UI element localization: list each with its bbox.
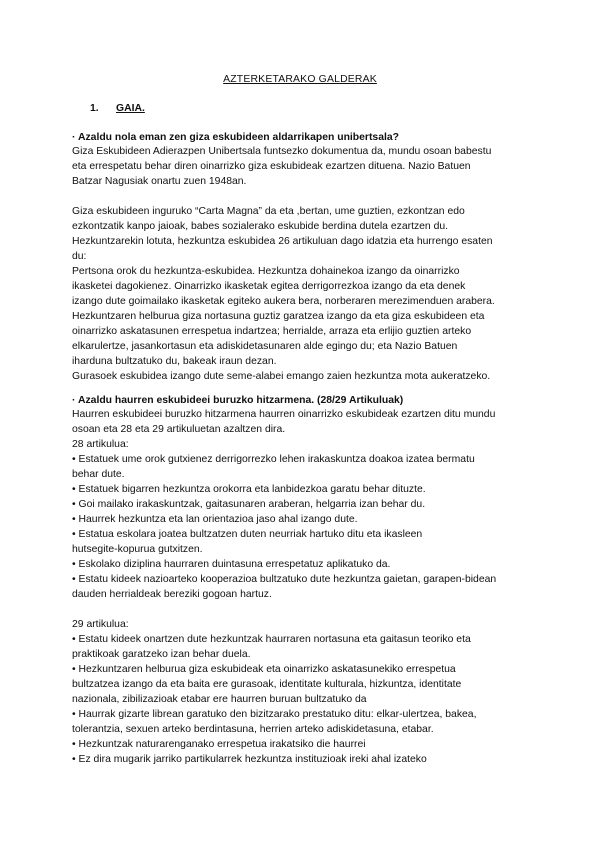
- bullet-line: dauden herrialdeak bereziki gogoan hartuz.: [72, 589, 272, 600]
- section-label: GAIA.: [116, 103, 145, 114]
- bullet-line: • Estatua eskolara joatea bultzatzen duten neurriak hartuko ditu eta ikasleen: [72, 529, 423, 540]
- bullet-line: nazionala, zibilizazioak etabar ere haurren buruan bultzatuko da: [72, 694, 367, 705]
- paragraph-line: Hezkuntzarekin lotuta, hezkuntza eskubidea 26 artikuluan dago idatzia eta hurrengo esaten: [72, 236, 493, 247]
- bullet-line: • Eskolako diziplina haurraren duintasuna errespetatuz aplikatuko da.: [72, 559, 391, 570]
- paragraph-line: osoan eta 28 eta 29 artikuluetan azaltzen dira.: [72, 424, 286, 435]
- paragraph-line: du:: [72, 251, 87, 262]
- paragraph-line: Giza Eskubideen Adierazpen Unibertsala funtsezko dokumentua da, mundu osoan babestu: [72, 146, 492, 157]
- document-title: AZTERKETARAKO GALDERAK: [223, 74, 377, 85]
- bullet-line: • Hezkuntzaren helburua giza eskubideak eta oinarrizko askatasunekiko errespetua: [72, 664, 456, 675]
- paragraph-line: oinarrizko askatasunen errespetua indartzea; herrialde, arraza eta erlijio guztien arteko: [72, 326, 472, 337]
- bullet-line: • Hezkuntzak naturarenganako errespetua irakatsiko die haurrei: [72, 739, 366, 750]
- bullet-line: • Estatu kideek onartzen dute hezkuntzak haurraren nortasuna eta gaitasun teoriko eta: [72, 634, 471, 645]
- bullet-line: • Goi mailako irakaskuntzak, gaitasunaren araberan, helgarria izan behar du.: [72, 499, 426, 510]
- paragraph-line: eta errespetatu behar diren oinarrizko giza eskubideak ezartzen dituena. Nazio Batuen: [72, 161, 471, 172]
- bullet-line: • Estatuek bigarren hezkuntza orokorra eta lanbidezkoa garatu behar dituzte.: [72, 484, 426, 495]
- bullet-line: tolerantzia, sexuen arteko berdintasuna, herrien arteko adiskidetasuna, etabar.: [72, 724, 434, 735]
- paragraph-line: Haurren eskubideei buruzko hitzarmena haurren oinarrizko eskubideak ezartzen ditu mundu: [72, 409, 496, 420]
- article-label: 29 artikulua:: [72, 619, 129, 630]
- paragraph-line: ezkontzatik kanpo jaioak, babes sozialerako eskubide berdina dutela ezartzen du.: [72, 221, 449, 232]
- section-number: 1.: [90, 103, 99, 114]
- paragraph-line: elkarulertze, jasankortasun eta adiskidetasunaren alde egingo du; eta Nazio Batuen: [72, 341, 458, 352]
- bullet-line: • Ez dira mugarik jarriko partikularrek hezkuntza instituzioak ireki ahal izateko: [72, 754, 427, 765]
- paragraph-line: Giza eskubideen inguruko “Carta Magna” da eta ,bertan, ume guztien, ezkontzan edo: [72, 206, 465, 217]
- question-2-heading: · Azaldu haurren eskubideei buruzko hitzarmena. (28/29 Artikuluak): [72, 395, 404, 406]
- paragraph-line: Pertsona orok du hezkuntza-eskubidea. Hezkuntza dohainekoa izango da oinarrizko: [72, 266, 460, 277]
- bullet-line: praktikoak garatzeko izan behar duela.: [72, 649, 251, 660]
- article-label: 28 artikulua:: [72, 439, 129, 450]
- paragraph-line: Gurasoek eskubidea izango dute seme-alabei emango zaien hezkuntza mota aukeratzeko.: [72, 371, 491, 382]
- bullet-line: bultzatzea izango da eta baita ere gurasoak, identitate kulturala, hizkuntza, identitate: [72, 679, 462, 690]
- section-heading: [90, 102, 145, 117]
- question-1-heading: · Azaldu nola eman zen giza eskubideen aldarrikapen unibertsala?: [72, 132, 400, 143]
- paragraph-line: Batzar Nagusiak onartu zuen 1948an.: [72, 176, 247, 187]
- bullet-line: behar dute.: [72, 469, 125, 480]
- paragraph-line: ikasketei dagokienez. Oinarrizko ikasketak egitea derrigorrezkoa izango da eta denek: [72, 281, 466, 292]
- bullet-line: • Haurrak gizarte librean garatuko den bizitzarako prestatuko ditu: elkar-ulertzea, bakea,: [72, 709, 477, 720]
- paragraph-line: izango dute goimailako ikasketak egiteko aukera bera, norberaren merezimenduen arabera.: [72, 296, 495, 307]
- bullet-line: • Haurrek hezkuntza eta lan orientazioa jaso ahal izango dute.: [72, 514, 358, 525]
- bullet-line: hutsegite-kopurua gutxitzen.: [72, 544, 203, 555]
- paragraph-line: Hezkuntzaren helburua giza nortasuna guztiz garatzea izango da eta giza eskubideen eta: [72, 311, 485, 322]
- paragraph-line: iharduna bultzatuko du, bakeak iraun dezan.: [72, 356, 277, 367]
- bullet-line: • Estatu kideek nazioarteko kooperazioa bultzatuko dute hezkuntza gaietan, garapen-bidean: [72, 574, 497, 585]
- bullet-line: • Estatuek ume orok gutxienez derrigorrezko lehen irakaskuntza doakoa izatea bermatu: [72, 454, 475, 465]
